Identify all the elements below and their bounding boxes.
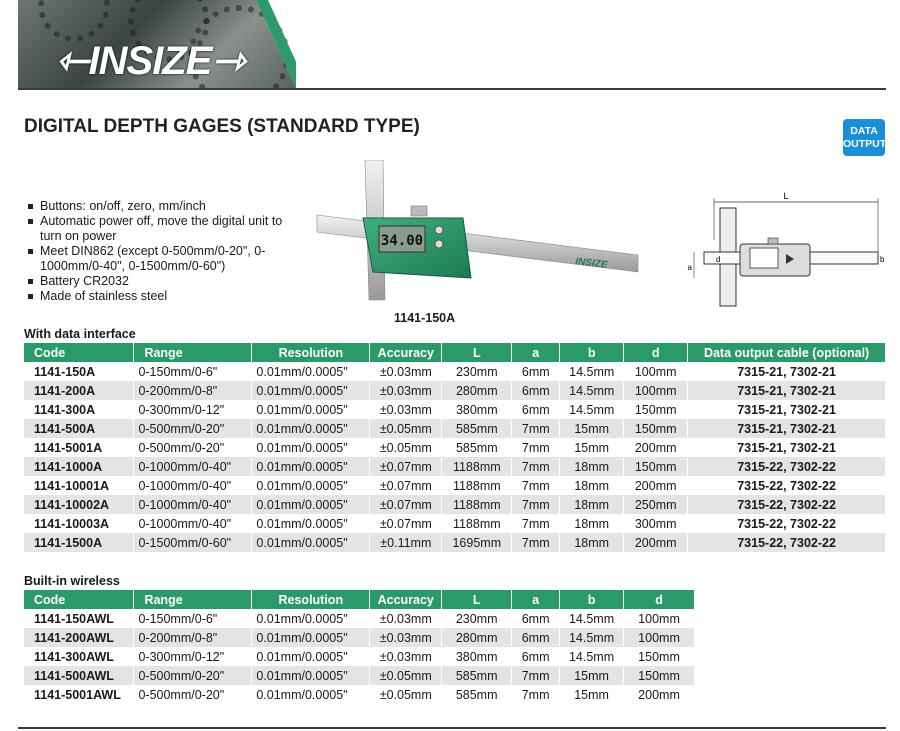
table-cell: 0.01mm/0.0005" bbox=[252, 495, 370, 514]
table-cell: 0-200mm/0-8" bbox=[134, 381, 252, 400]
dimension-diagram bbox=[686, 190, 886, 310]
table-cell: 7mm bbox=[512, 476, 560, 495]
table-cell: 585mm bbox=[442, 666, 512, 685]
table-cell: ±0.03mm bbox=[370, 362, 442, 381]
column-header: a bbox=[512, 343, 560, 362]
table-cell: 7mm bbox=[512, 419, 560, 438]
table-cell: ±0.05mm bbox=[370, 419, 442, 438]
table-row bbox=[24, 685, 695, 704]
table-cell: ±0.07mm bbox=[370, 457, 442, 476]
arrow-right-icon: ⇾ bbox=[211, 39, 244, 83]
table-cell: 1695mm bbox=[442, 533, 512, 552]
feature-item: Buttons: on/off, zero, mm/inch bbox=[28, 199, 288, 214]
table-cell: 14.5mm bbox=[560, 609, 624, 628]
table-cell: 1141-5001A bbox=[24, 438, 134, 457]
feature-item: Battery CR2032 bbox=[28, 274, 288, 289]
table-cell: 0.01mm/0.0005" bbox=[252, 457, 370, 476]
label-d: d bbox=[716, 255, 721, 264]
lcd-reading: 34.00 bbox=[380, 233, 424, 249]
button-icon bbox=[435, 240, 443, 248]
table-cell: 230mm bbox=[442, 609, 512, 628]
table-row bbox=[24, 457, 886, 476]
column-header: Range bbox=[134, 343, 252, 362]
clamp-screw bbox=[411, 206, 427, 216]
table-cell: 1141-200AWL bbox=[24, 628, 134, 647]
feature-item: Meet DIN862 (except 0-500mm/0-20", 0-1000mm/0-40", 0-1500mm/0-60") bbox=[28, 244, 288, 274]
table-cell: 6mm bbox=[512, 647, 560, 666]
table-cell: 280mm bbox=[442, 381, 512, 400]
table-cell: 200mm bbox=[624, 438, 688, 457]
table-cell: 15mm bbox=[560, 666, 624, 685]
table-cell: ±0.11mm bbox=[370, 533, 442, 552]
table-cell: 7315-22, 7302-22 bbox=[688, 495, 886, 514]
table-row bbox=[24, 381, 886, 400]
table-cell: 0-500mm/0-20" bbox=[134, 685, 252, 704]
table-cell: ±0.07mm bbox=[370, 514, 442, 533]
table-cell: 7315-22, 7302-22 bbox=[688, 457, 886, 476]
feature-item: Automatic power off, move the digital unit to turn on power bbox=[28, 214, 288, 244]
table-cell: ±0.03mm bbox=[370, 628, 442, 647]
table-cell: 0.01mm/0.0005" bbox=[252, 666, 370, 685]
column-header: Resolution bbox=[252, 343, 370, 362]
column-header: d bbox=[624, 343, 688, 362]
table-cell: 1188mm bbox=[442, 495, 512, 514]
header-divider bbox=[18, 88, 886, 90]
column-header: Accuracy bbox=[370, 590, 442, 609]
table-cell: 15mm bbox=[560, 685, 624, 704]
table-cell: 7315-22, 7302-22 bbox=[688, 514, 886, 533]
table-cell: 1141-200A bbox=[24, 381, 134, 400]
table-cell: 0.01mm/0.0005" bbox=[252, 647, 370, 666]
table-cell: 1141-10002A bbox=[24, 495, 134, 514]
table-cell: 15mm bbox=[560, 438, 624, 457]
table-row bbox=[24, 362, 886, 381]
product-image bbox=[313, 160, 643, 310]
table-cell: 200mm bbox=[624, 685, 695, 704]
table-cell: 18mm bbox=[560, 457, 624, 476]
table-cell: 0-150mm/0-6" bbox=[134, 609, 252, 628]
table-cell: ±0.03mm bbox=[370, 609, 442, 628]
table2-label: Built-in wireless bbox=[24, 574, 120, 588]
table-cell: 0.01mm/0.0005" bbox=[252, 362, 370, 381]
table-cell: 150mm bbox=[624, 647, 695, 666]
column-header: Code bbox=[24, 590, 134, 609]
table-row bbox=[24, 438, 886, 457]
table-cell: 0-1000mm/0-40" bbox=[134, 476, 252, 495]
table-cell: 0-1500mm/0-60" bbox=[134, 533, 252, 552]
table1-label: With data interface bbox=[24, 327, 136, 341]
table-cell: 0.01mm/0.0005" bbox=[252, 476, 370, 495]
table-cell: 585mm bbox=[442, 419, 512, 438]
table-cell: 7mm bbox=[512, 514, 560, 533]
table-cell: 18mm bbox=[560, 533, 624, 552]
table-cell: 150mm bbox=[624, 457, 688, 476]
table-header-row bbox=[24, 590, 695, 609]
table-cell: 7315-21, 7302-21 bbox=[688, 438, 886, 457]
column-header: a bbox=[512, 590, 560, 609]
table-cell: 200mm bbox=[624, 533, 688, 552]
table-cell: ±0.03mm bbox=[370, 381, 442, 400]
table-cell: 14.5mm bbox=[560, 647, 624, 666]
table-cell: 0.01mm/0.0005" bbox=[252, 609, 370, 628]
table-cell: 6mm bbox=[512, 628, 560, 647]
product-model-label: 1141-150A bbox=[394, 311, 456, 325]
table-row bbox=[24, 533, 886, 552]
table-cell: 300mm bbox=[624, 514, 688, 533]
table-cell: 1141-1500A bbox=[24, 533, 134, 552]
feature-item: Made of stainless steel bbox=[28, 289, 288, 304]
brand-logo: ⇽INSIZE⇾ bbox=[56, 39, 244, 83]
arrow-left-icon: ⇽ bbox=[56, 39, 89, 83]
table-cell: 1141-10001A bbox=[24, 476, 134, 495]
button-icon bbox=[435, 226, 443, 234]
table-cell: 7mm bbox=[512, 685, 560, 704]
table-cell: 0-1000mm/0-40" bbox=[134, 514, 252, 533]
table-row bbox=[24, 495, 886, 514]
table-cell: 18mm bbox=[560, 495, 624, 514]
column-header: Range bbox=[134, 590, 252, 609]
table-cell: 7315-21, 7302-21 bbox=[688, 419, 886, 438]
table-cell: ±0.05mm bbox=[370, 666, 442, 685]
table-cell: 200mm bbox=[624, 476, 688, 495]
table-cell: 150mm bbox=[624, 666, 695, 685]
diagram-clamp bbox=[768, 238, 778, 244]
table-row bbox=[24, 647, 695, 666]
table-row bbox=[24, 419, 886, 438]
table-cell: 7315-21, 7302-21 bbox=[688, 362, 886, 381]
table-cell: 280mm bbox=[442, 628, 512, 647]
table-cell: 7315-22, 7302-22 bbox=[688, 533, 886, 552]
column-header: Code bbox=[24, 343, 134, 362]
table-cell: 0-1000mm/0-40" bbox=[134, 495, 252, 514]
table-row bbox=[24, 609, 695, 628]
table-cell: 0-300mm/0-12" bbox=[134, 400, 252, 419]
column-header: Data output cable (optional) bbox=[688, 343, 886, 362]
table-cell: 1141-10003A bbox=[24, 514, 134, 533]
table-cell: 7mm bbox=[512, 666, 560, 685]
table-row bbox=[24, 628, 695, 647]
table-cell: 18mm bbox=[560, 476, 624, 495]
table-cell: 7mm bbox=[512, 457, 560, 476]
table-cell: 150mm bbox=[624, 419, 688, 438]
table-cell: 1141-1000A bbox=[24, 457, 134, 476]
table-row bbox=[24, 476, 886, 495]
table-cell: 380mm bbox=[442, 400, 512, 419]
table-cell: 7mm bbox=[512, 495, 560, 514]
table-cell: 7315-21, 7302-21 bbox=[688, 400, 886, 419]
table-cell: 380mm bbox=[442, 647, 512, 666]
page-title: DIGITAL DEPTH GAGES (STANDARD TYPE) bbox=[24, 116, 420, 137]
column-header: d bbox=[624, 590, 695, 609]
table-cell: 1141-150A bbox=[24, 362, 134, 381]
table-cell: 0.01mm/0.0005" bbox=[252, 419, 370, 438]
table-cell: 6mm bbox=[512, 381, 560, 400]
table-header-row bbox=[24, 343, 886, 362]
table-cell: 6mm bbox=[512, 400, 560, 419]
table-cell: 0.01mm/0.0005" bbox=[252, 381, 370, 400]
table-cell: 7315-22, 7302-22 bbox=[688, 476, 886, 495]
table-cell: 14.5mm bbox=[560, 400, 624, 419]
table-cell: 6mm bbox=[512, 609, 560, 628]
footer-divider bbox=[18, 727, 886, 729]
table-cell: 100mm bbox=[624, 609, 695, 628]
label-L: L bbox=[783, 191, 789, 201]
table-cell: 14.5mm bbox=[560, 628, 624, 647]
table-row bbox=[24, 400, 886, 419]
table-cell: 0-500mm/0-20" bbox=[134, 666, 252, 685]
table-cell: 0.01mm/0.0005" bbox=[252, 685, 370, 704]
table-cell: 585mm bbox=[442, 685, 512, 704]
feature-list bbox=[28, 199, 288, 304]
column-header: b bbox=[560, 343, 624, 362]
column-header: b bbox=[560, 590, 624, 609]
table-cell: 0-150mm/0-6" bbox=[134, 362, 252, 381]
table-cell: ±0.03mm bbox=[370, 647, 442, 666]
table-cell: 0-300mm/0-12" bbox=[134, 647, 252, 666]
table-cell: 18mm bbox=[560, 514, 624, 533]
label-b: b bbox=[880, 255, 885, 264]
table-cell: 1188mm bbox=[442, 457, 512, 476]
table-cell: 0.01mm/0.0005" bbox=[252, 400, 370, 419]
table-cell: 6mm bbox=[512, 362, 560, 381]
label-a: a bbox=[687, 263, 692, 272]
table-cell: 1188mm bbox=[442, 476, 512, 495]
table-cell: 0.01mm/0.0005" bbox=[252, 533, 370, 552]
table-cell: ±0.03mm bbox=[370, 400, 442, 419]
table-cell: 1141-300A bbox=[24, 400, 134, 419]
table-cell: 0.01mm/0.0005" bbox=[252, 514, 370, 533]
table-cell: 0.01mm/0.0005" bbox=[252, 438, 370, 457]
spec-table-data-interface bbox=[24, 343, 886, 552]
table-cell: 100mm bbox=[624, 362, 688, 381]
table-cell: ±0.05mm bbox=[370, 438, 442, 457]
table-cell: 585mm bbox=[442, 438, 512, 457]
table-cell: 0-200mm/0-8" bbox=[134, 628, 252, 647]
device-logo: INSIZE bbox=[574, 256, 608, 271]
table-cell: 7mm bbox=[512, 533, 560, 552]
table-cell: 14.5mm bbox=[560, 381, 624, 400]
table-cell: 100mm bbox=[624, 381, 688, 400]
table-cell: 250mm bbox=[624, 495, 688, 514]
table-cell: ±0.07mm bbox=[370, 476, 442, 495]
table-cell: ±0.05mm bbox=[370, 685, 442, 704]
table-row bbox=[24, 514, 886, 533]
table-cell: 1141-150AWL bbox=[24, 609, 134, 628]
table-cell: 1141-500AWL bbox=[24, 666, 134, 685]
table-cell: 1141-300AWL bbox=[24, 647, 134, 666]
table-cell: 0-1000mm/0-40" bbox=[134, 457, 252, 476]
table-cell: 1141-5001AWL bbox=[24, 685, 134, 704]
table-cell: 1188mm bbox=[442, 514, 512, 533]
column-header: Resolution bbox=[252, 590, 370, 609]
table-cell: 0-500mm/0-20" bbox=[134, 438, 252, 457]
table-cell: 100mm bbox=[624, 628, 695, 647]
table-row bbox=[24, 666, 695, 685]
column-header: L bbox=[442, 343, 512, 362]
column-header: Accuracy bbox=[370, 343, 442, 362]
table-cell: 7mm bbox=[512, 438, 560, 457]
spec-table-wireless bbox=[24, 590, 695, 704]
table-cell: 150mm bbox=[624, 400, 688, 419]
table-cell: 14.5mm bbox=[560, 362, 624, 381]
table-cell: 230mm bbox=[442, 362, 512, 381]
column-header: L bbox=[442, 590, 512, 609]
table-cell: 15mm bbox=[560, 419, 624, 438]
diagram-lcd bbox=[750, 248, 778, 268]
table-cell: 1141-500A bbox=[24, 419, 134, 438]
table-cell: 0.01mm/0.0005" bbox=[252, 628, 370, 647]
table-cell: ±0.07mm bbox=[370, 495, 442, 514]
header-banner bbox=[18, 0, 296, 88]
data-output-badge: DATA OUTPUT bbox=[843, 119, 885, 156]
table-cell: 7315-21, 7302-21 bbox=[688, 381, 886, 400]
table-cell: 0-500mm/0-20" bbox=[134, 419, 252, 438]
